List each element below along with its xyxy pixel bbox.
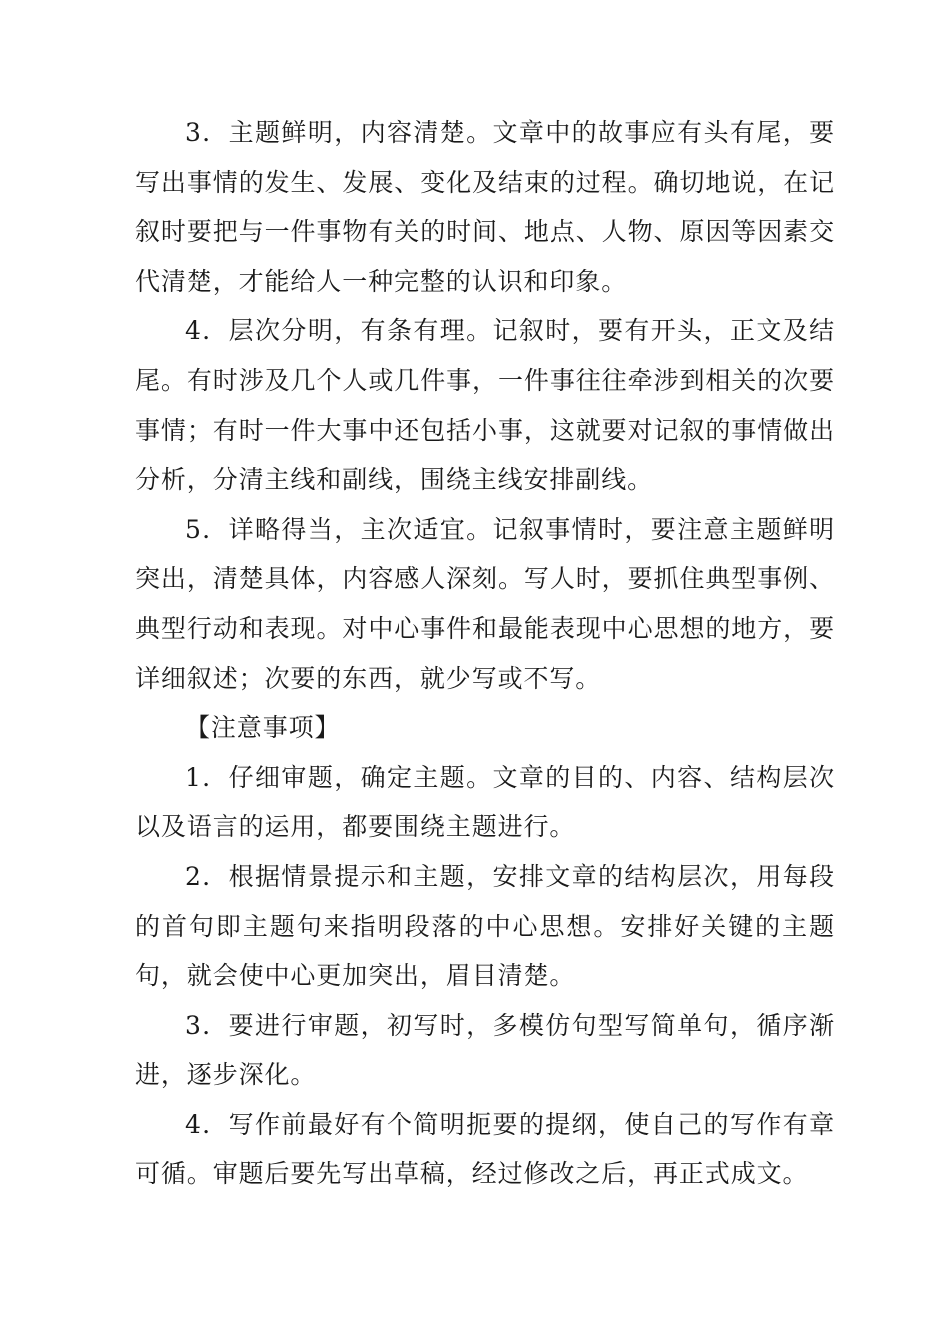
paragraph-point-5-detail: 5．详略得当，主次适宜。记叙事情时，要注意主题鲜明突出，清楚具体，内容感人深刻。写人时，要抓住典型事例、典型行动和表现。对中心事件和最能表现中心思想的地方，要详细叙述；次要的东西，就少写或不写。 [135,514,835,693]
paragraph-point-3-theme: 3．主题鲜明，内容清楚。文章中的故事应有头有尾，要写出事情的发生、发展、变化及结束的过程。确切地说，在记叙时要把与一件事物有关的时间、地点、人物、原因等因素交代清楚，才能给人一种完整的认识和印象。 [135,118,835,296]
paragraph-note-2: 2．根据情景提示和主题，安排文章的结构层次，用每段的首句即主题句来指明段落的中心思想。安排好关键的主题句，就会使中心更加突出，眉目清楚。 [135,861,835,991]
paragraph-note-3: 3．要进行审题，初写时，多模仿句型写简单句，循序渐进，逐步深化。 [135,1010,835,1090]
paragraph-point-4-structure: 4．层次分明，有条有理。记叙时，要有开头，正文及结尾。有时涉及几个人或几件事，一件事往往牵涉到相关的次要事情；有时一件大事中还包括小事，这就要对记叙的事情做出分析，分清主线和副线，围绕主线安排副线。 [135,316,835,495]
section-heading-notes: 【注意事项】 [185,713,341,743]
paragraph-note-1: 1．仔细审题，确定主题。文章的目的、内容、结构层次以及语言的运用，都要围绕主题进行。 [135,762,835,842]
paragraph-note-4: 4．写作前最好有个简明扼要的提纲，使自己的写作有章可循。审题后要先写出草稿，经过修改之后，再正式成文。 [135,1109,835,1189]
document-body [135,108,835,1199]
